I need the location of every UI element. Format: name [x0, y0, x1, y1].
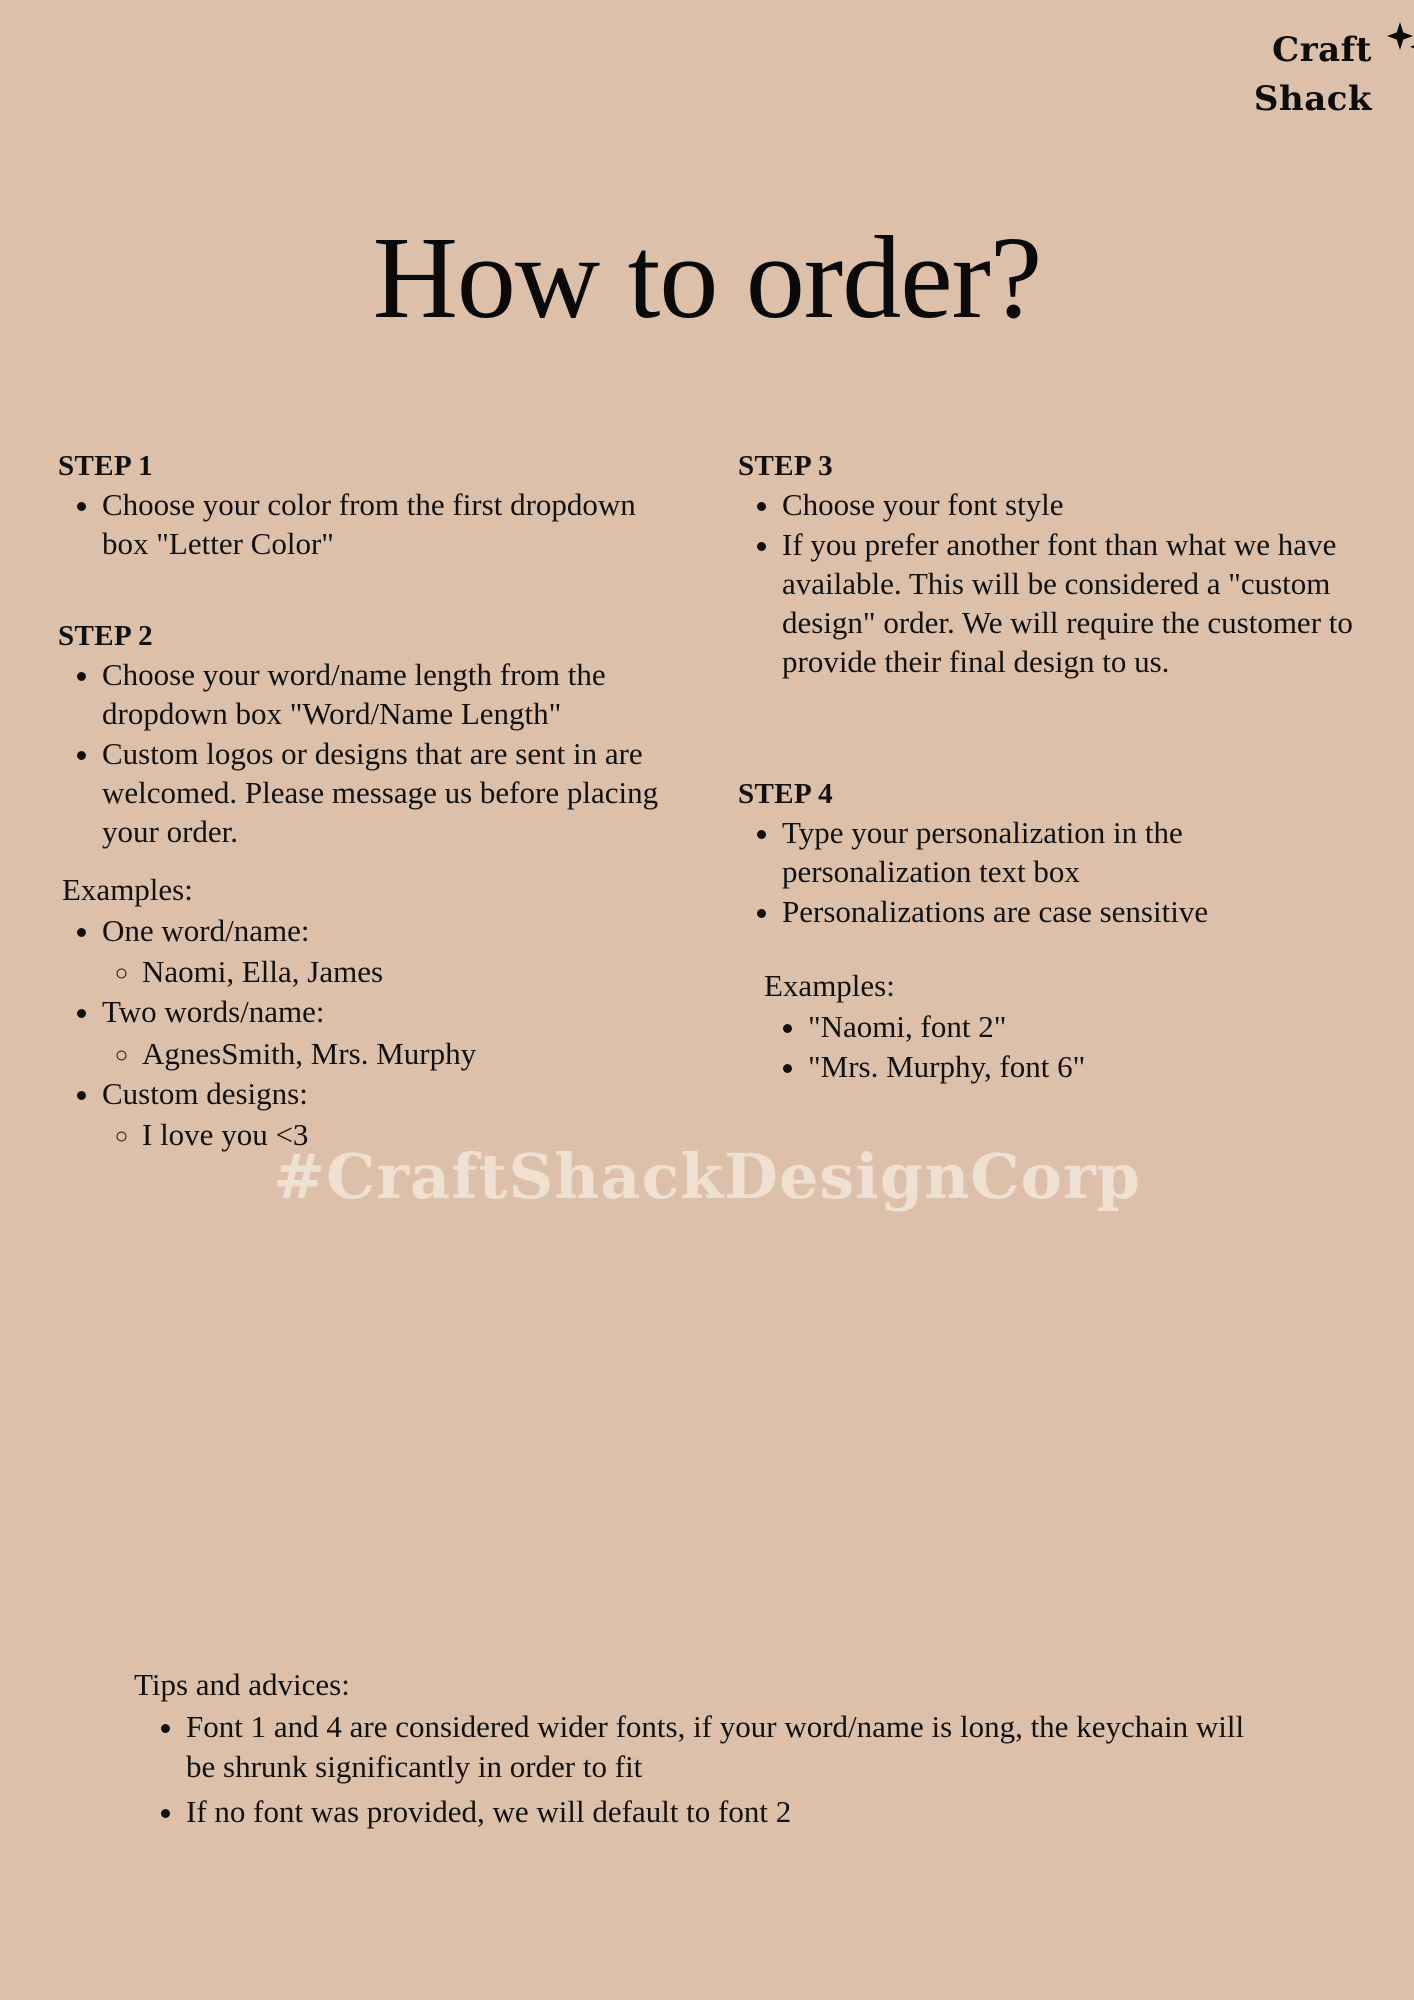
example-group-title: Custom designs:	[102, 1075, 308, 1111]
list-item: • Type your personalization in the personalization text box	[782, 813, 1374, 891]
example-sublist	[102, 1034, 670, 1073]
list-item: • "Mrs. Murphy, font 6"	[808, 1047, 1374, 1086]
list-item: • "Naomi, font 2"	[808, 1007, 1374, 1046]
tips-list	[134, 1707, 1264, 1832]
left-examples-label: Examples:	[62, 872, 193, 908]
list-item: • Personalizations are case sensitive	[782, 892, 1374, 931]
list-item: • If you prefer another font than what we have available. This will be considered a "custom design" order. We will require the customer to provide their final design to us.	[782, 525, 1374, 681]
tips-label: Tips and advices:	[134, 1667, 350, 1702]
watermark: #CraftShackDesignCorp	[273, 1140, 1141, 1213]
tips-section	[0, 1665, 1414, 1838]
content-columns	[0, 450, 1414, 1155]
right-examples-list	[738, 1007, 1374, 1086]
list-item: • If no font was provided, we will default to font 2	[186, 1792, 1264, 1832]
list-item: • Choose your font style	[782, 485, 1374, 524]
step-2-heading: STEP 2	[58, 620, 154, 653]
list-item: • Choose your color from the first dropdown box "Letter Color"	[102, 485, 670, 563]
left-examples-list	[58, 911, 670, 1153]
brand-logo	[1254, 26, 1372, 125]
spacer	[58, 564, 670, 620]
sparkle-icon	[1380, 20, 1414, 66]
step-2-list	[58, 655, 670, 851]
list-item: • Choose your word/name length from the dropdown box "Word/Name Length"	[102, 655, 670, 733]
list-item	[102, 1074, 670, 1154]
example-group-title: Two words/name:	[102, 994, 325, 1030]
example-group-title: One word/name:	[102, 913, 310, 949]
list-item: ◦ I love you <3	[142, 1115, 670, 1154]
step-4-list	[738, 813, 1374, 931]
list-item: • Font 1 and 4 are considered wider fonts, if your word/name is long, the keychain will be shrunk significantly in order to fit	[186, 1707, 1264, 1786]
list-item: ◦ Naomi, Ella, James	[142, 952, 670, 991]
step-1-list	[58, 485, 670, 563]
spacer	[58, 852, 670, 870]
right-examples-label: Examples:	[764, 968, 895, 1004]
step-4-heading: STEP 4	[738, 778, 834, 811]
list-item: ◦ AgnesSmith, Mrs. Murphy	[142, 1034, 670, 1073]
example-sublist	[102, 952, 670, 991]
left-column	[0, 450, 690, 1155]
spacer	[738, 682, 1374, 778]
page-title: How to order?	[372, 212, 1042, 344]
step-3-list	[738, 485, 1374, 681]
right-column	[690, 450, 1414, 1155]
spacer	[738, 932, 1374, 966]
brand-line-1: Craft	[1272, 30, 1372, 70]
step-3-heading: STEP 3	[738, 450, 834, 482]
list-item: • Custom logos or designs that are sent in are welcomed. Please message us before placing your order.	[102, 734, 670, 851]
step-1-heading: STEP 1	[58, 450, 154, 482]
brand-line-2: Shack	[1253, 79, 1372, 120]
list-item	[102, 911, 670, 991]
example-sublist	[102, 1115, 670, 1154]
list-item	[102, 992, 670, 1072]
